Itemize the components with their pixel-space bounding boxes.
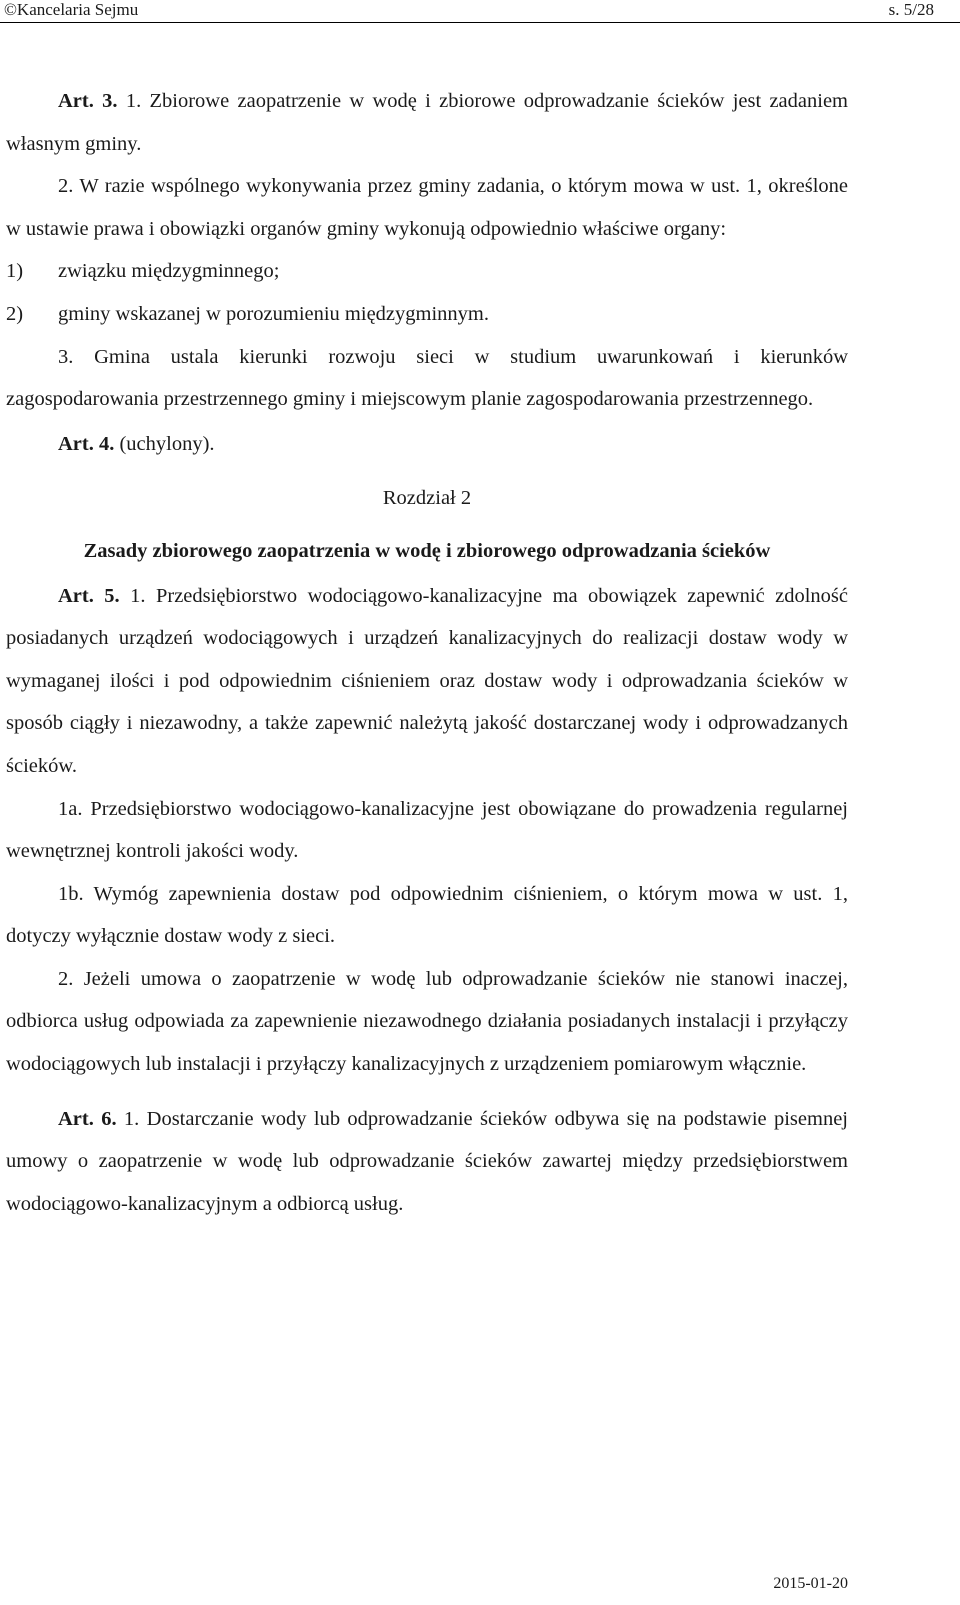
publisher-label: ©Kancelaria Sejmu [4, 0, 139, 19]
list-item [6, 250, 848, 293]
list-item-text: gminy wskazanej w porozumieniu międzygminnym. [58, 302, 489, 325]
list-item-number: 1) [6, 260, 24, 283]
chapter-number: Rozdział 2 [382, 487, 472, 510]
art5-p1-text: Przedsiębiorstwo wodociągowo-kanalizacyjne ma obowiązek zapewnić zdolność posiadanych urządzeń wodociągowych i urządzeń kanalizacyjnych do realizacji dostaw wody w wymaganej ilości i pod odpowiednim ciśnieniem oraz dostaw wody i odprowadzania ścieków w sposób ciągły i niezawodny, a także zapewnić należytą jakość dostarczanej wody i odprowadzanych ścieków. [6, 584, 849, 777]
chapter-title: Zasady zbiorowego zaopatrzenia w wodę i zbiorowego odprowadzania ścieków [83, 539, 771, 562]
list-item-text: związku międzygminnego; [58, 260, 280, 283]
art4-paragraph [6, 423, 848, 466]
art5-p1-number: 1. [130, 584, 146, 607]
art6-p1-text: Dostarczanie wody lub odprowadzanie ścieków odbywa się na podstawie pisemnej umowy o zaopatrzenie w wodę lub odprowadzanie ścieków zawartej między przedsiębiorstwem wodociągowo-kanalizacyjnym a odbiorcą usług. [6, 1107, 848, 1215]
list-item-number: 2) [6, 302, 24, 325]
art3-paragraph-3: 3. Gmina ustala kierunki rozwoju sieci w studium uwarunkowań i kierunków zagospodarowania przestrzennego gminy i miejscowym planie zagospodarowania przestrzennego. [6, 345, 848, 411]
art4-heading: Art. 4. [58, 432, 115, 455]
art3-p1-text: Zbiorowe zaopatrzenie w wodę i zbiorowe odprowadzanie ścieków jest zadaniem własnym gminy. [6, 90, 848, 155]
list-item [6, 293, 848, 336]
art3-paragraph-2: 2. W razie wspólnego wykonywania przez gminy zadania, o którym mowa w ust. 1, określone w ustawie prawa i obowiązki organów gminy wykonują odpowiednio właściwe organy: [6, 175, 848, 240]
page-header [0, 0, 960, 23]
art3-p1-number: 1. [125, 90, 142, 112]
art4-text: (uchylony). [119, 432, 215, 455]
art5-paragraph-2: 2. Jeżeli umowa o zaopatrzenie w wodę lub odprowadzanie ścieków nie stanowi inaczej, odbiorca usług odpowiada za zapewnienie niezawodnego działania posiadanych instalacji i przyłączy wodociągowych lub instalacji i przyłączy kanalizacyjnych z urządzeniem pomiarowym włącznie. [6, 967, 848, 1076]
page-number: s. 5/28 [888, 0, 934, 19]
document-date: 2015-01-20 [773, 1575, 848, 1592]
art5-paragraph-1a: 1a. Przedsiębiorstwo wodociągowo-kanalizacyjne jest obowiązane do prowadzenia regularnej wewnętrznej kontroli jakości wody. [6, 797, 848, 863]
art6-paragraph-1 [6, 1098, 848, 1226]
art5-paragraph-1b: 1b. Wymóg zapewnienia dostaw pod odpowiednim ciśnieniem, o którym mowa w ust. 1, dotyczy wyłącznie dostaw wody z sieci. [6, 882, 848, 948]
art3-paragraph-1 [6, 80, 848, 165]
art6-heading: Art. 6. [58, 1107, 117, 1130]
art3-heading: Art. 3. [58, 90, 118, 112]
art5-heading: Art. 5. [58, 584, 120, 607]
art5-paragraph-1 [6, 575, 848, 788]
art6-p1-number: 1. [123, 1107, 140, 1130]
document-body [6, 80, 848, 1225]
